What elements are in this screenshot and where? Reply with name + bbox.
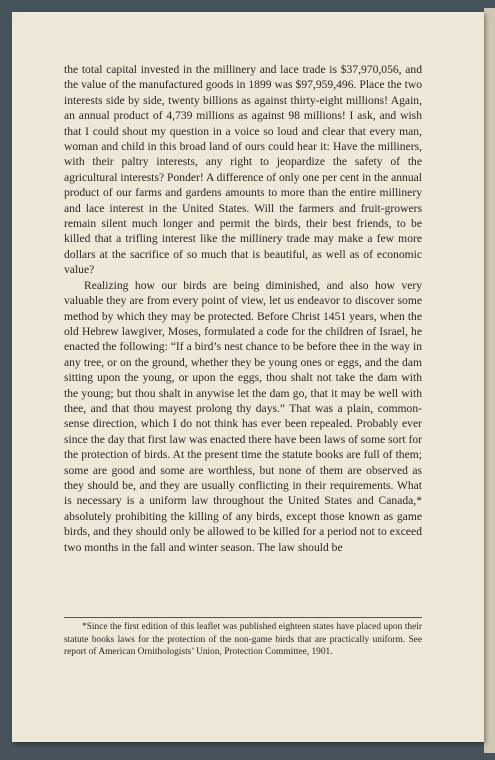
next-page-edge bbox=[484, 8, 495, 753]
paragraph-1: the total capital invested in the millinery and lace trade is $37,970,056, and the value of the manufactured goods in 1899 was $97,959,496. Place the two interests side by side, twenty billions as against thirty-eight millions! Again, an annual product of 4,739 millions as against 98 millions! I ask, and wish that I could shout my question in a voice so loud and clear that every man, woman and child in this broad land of ours could hear it: Have the milliners, with their paltry interests, any right to jeopardize the safety of the agricultural interests? Ponder! A difference of only one per cent in the annual product of our farms and gardens amounts to more than the entire millinery and lace interest in the United States. Will the farmers and fruit-growers remain silent much longer and permit the birds, their best friends, to be killed that a trifling interest like the millinery trade may make a few more dollars at the sacrifice of so much that is beautiful, as well as of economic value? bbox=[64, 63, 422, 277]
paragraph-2: Realizing how our birds are being diminished, and also how very valuable they are from every point of view, let us endeavor to discover some method by which they may be protected. Before Christ 1451 years, when the old Hebrew lawgiver, Moses, formulated a code for the children of Israel, he enacted the following: “If a bird’s nest chance to be before thee in the way in any tree, or on the ground, whether they be young ones or eggs, and the dam sitting upon the young, or upon the eggs, thou shalt not take the dam with the young; but thou shalt in anywise let the dam go, that it may be well with thee, and that thou mayest prolong thy days.” That was a plain, common-sense direction, which I do not think has ever been repealed. Probably ever since the day that first law was enacted there have been laws of some sort for the protection of birds. At the present time the statute books are full of them; some are good and some are worthless, but none of them are observed as they should be, and they are usually conflicting in their requirements. What is necessary is a uniform law throughout the United States and Canada,* absolutely prohibiting the killing of any birds, except those known as game birds, and they should only be allowed to be killed for a period not to exceed two months in the fall and winter season. The law should be bbox=[64, 278, 422, 554]
footnote: *Since the first edition of this leaflet was published eighteen states have placed upon their statute books laws for the protection of the non-game birds that are practically uniform. See report of American Ornithologists’ Union, Protection Committee, 1901. bbox=[64, 622, 422, 658]
footnote-divider bbox=[64, 617, 422, 618]
body-text bbox=[64, 62, 422, 555]
